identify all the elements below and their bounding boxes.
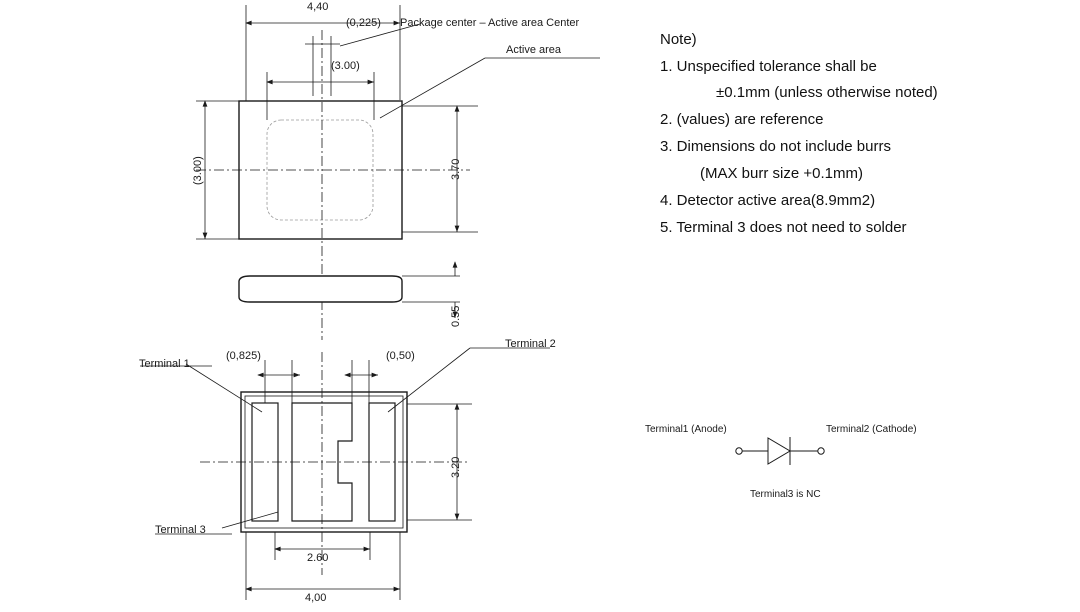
label-terminal3-nc: Terminal3 is NC xyxy=(750,489,821,500)
dim-active-width: (3.00) xyxy=(331,60,360,72)
dim-pad-left: (0,825) xyxy=(226,350,261,362)
note-item-4: 4. Detector active area(8.9mm2) xyxy=(660,192,876,209)
label-cathode: Terminal2 (Cathode) xyxy=(826,424,917,435)
dim-top-width: 4,40 xyxy=(307,1,329,13)
dim-pad-right: (0,50) xyxy=(386,350,415,362)
dim-package-center-value: (0,225) xyxy=(346,17,381,29)
label-terminal-1: Terminal 1 xyxy=(139,358,190,370)
dim-bottom-width-outer: 4,00 xyxy=(305,592,327,604)
note-item-1: 1. Unspecified tolerance shall be xyxy=(660,58,877,75)
note-item-2: 2. (values) are reference xyxy=(660,111,824,128)
note-item-3: 3. Dimensions do not include burrs xyxy=(660,138,891,155)
dim-left-height: (3.00) xyxy=(192,156,204,185)
dim-bottom-inner-height: 3.20 xyxy=(450,456,462,478)
label-terminal-3: Terminal 3 xyxy=(155,524,206,536)
label-active-area: Active area xyxy=(506,44,562,56)
dim-bottom-width-inner: 2.60 xyxy=(307,552,329,564)
notes-heading: Note) xyxy=(660,31,697,48)
note-item-3b: (MAX burr size +0.1mm) xyxy=(700,165,863,182)
label-package-center: Package center – Active area Center xyxy=(400,17,580,29)
label-terminal-2: Terminal 2 xyxy=(505,338,556,350)
label-anode: Terminal1 (Anode) xyxy=(645,424,727,435)
note-item-1b: ±0.1mm (unless otherwise noted) xyxy=(716,84,938,101)
dim-thickness: 0.55 xyxy=(450,305,462,327)
note-item-5: 5. Terminal 3 does not need to solder xyxy=(660,219,907,236)
dim-right-height: 3.70 xyxy=(450,158,462,180)
